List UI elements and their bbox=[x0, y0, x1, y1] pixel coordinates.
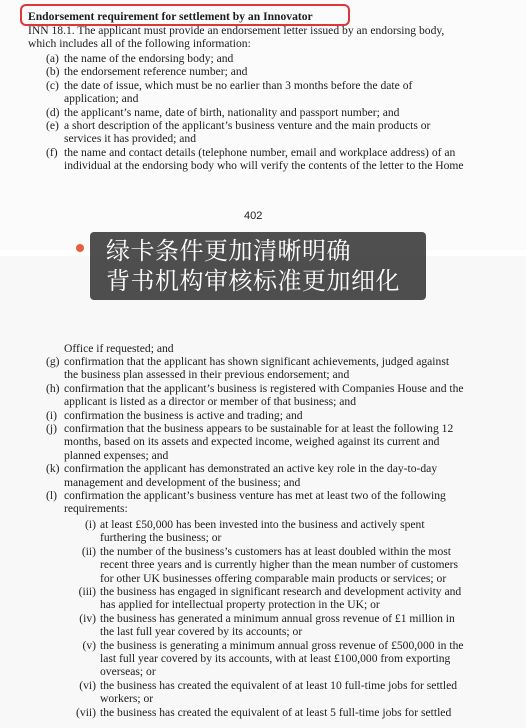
bottom-requirement-item-label: (k) bbox=[46, 462, 60, 476]
bottom-requirement-item-text: confirmation the applicant’s business venture has met at least two of the following bbox=[64, 489, 446, 502]
continuation-line: Office if requested; and bbox=[64, 342, 174, 355]
bottom-requirement-item-text: confirmation that the business appears to be sustainable for at least the following 12 bbox=[64, 422, 454, 435]
sub-requirement-text: overseas; or bbox=[100, 665, 156, 679]
sub-requirement-text: at least £50,000 has been invested into the business and actively spent bbox=[100, 518, 425, 531]
bottom-requirement-item-text: confirmation the applicant has demonstrated an active key role in the day-to-day bbox=[64, 462, 438, 476]
caption-line-2: 背书机构审核标准更加细化 bbox=[106, 267, 400, 295]
sub-requirement-text: last full year covered by its accounts, with at least £100,000 from exporting bbox=[100, 651, 451, 665]
bottom-requirement-item-label: (i) bbox=[46, 408, 57, 422]
top-requirement-item-text: the date of issue, which must be no earlier than 3 months before the date of bbox=[64, 78, 413, 92]
sub-requirement-text: furthering the business; or bbox=[100, 531, 222, 545]
bottom-requirement-item-text: applicant is listed as a director or member of that business; and bbox=[64, 395, 357, 409]
sub-requirement-label: (iv) bbox=[79, 611, 96, 625]
top-requirement-item-text: the applicant’s name, date of birth, nationality and passport number; and bbox=[64, 105, 400, 119]
sub-requirement-label: (iii) bbox=[78, 585, 96, 598]
bottom-requirement-item-text: management and development of the business; and bbox=[64, 475, 301, 489]
sub-requirement-label: (i) bbox=[85, 518, 96, 531]
top-requirement-item-text: a short description of the applicant’s business venture and the main products or bbox=[64, 119, 431, 132]
top-requirement-item-label: (b) bbox=[46, 65, 60, 79]
sub-requirement-text: workers; or bbox=[100, 692, 154, 706]
caption-bullet-dot bbox=[76, 244, 84, 252]
bottom-requirement-item-text: planned expenses; and bbox=[64, 448, 169, 462]
sub-requirement-text: the business has generated a minimum annual gross revenue of £1 million in bbox=[100, 611, 455, 625]
top-requirement-item-label: (e) bbox=[46, 119, 59, 132]
bottom-requirement-item-text: the business plan assessed in their previous endorsement; and bbox=[64, 368, 350, 382]
sub-requirement-label: (vii) bbox=[76, 705, 96, 719]
sub-requirement-text: the last full year covered by its accounts; or bbox=[100, 625, 303, 639]
sub-requirement-text: for other UK businesses offering comparable main products or services; or bbox=[100, 571, 447, 585]
bottom-requirement-item-text: confirmation the business is active and trading; and bbox=[64, 408, 303, 422]
sub-requirement-label: (v) bbox=[82, 638, 96, 652]
sub-requirement-text: has applied for intellectual property protection in the UK; or bbox=[100, 598, 380, 612]
sub-requirement-text: the business has engaged in significant research and development activity and bbox=[100, 585, 462, 598]
top-requirement-item-label: (d) bbox=[46, 105, 60, 119]
top-requirement-item-text: individual at the endorsing body who will verify the contents of the letter to the Home bbox=[64, 159, 464, 173]
bottom-requirement-item-text: confirmation that the applicant has shown significant achievements, judged against bbox=[64, 355, 450, 368]
top-requirement-item-label: (c) bbox=[46, 78, 59, 92]
sub-requirement-text: the business has created the equivalent of at least 5 full-time jobs for settled bbox=[100, 705, 452, 719]
sub-requirement-text: recent three years and is currently higher than the mean number of customers bbox=[100, 558, 458, 572]
top-requirement-item-text: application; and bbox=[64, 92, 139, 106]
sub-requirement-text: the business has created the equivalent of at least 10 full-time jobs for settled bbox=[100, 678, 458, 692]
bottom-requirement-item-text: requirements: bbox=[64, 502, 128, 516]
sub-requirement-label: (ii) bbox=[81, 544, 96, 558]
top-requirement-item-text: the name and contact details (telephone number, email and workplace address) of an bbox=[64, 145, 456, 159]
bottom-requirement-item-label: (h) bbox=[46, 381, 60, 395]
bottom-requirement-item-text: confirmation that the applicant’s business is registered with Companies House and the bbox=[64, 381, 464, 395]
top-requirement-item-text: the name of the endorsing body; and bbox=[64, 52, 234, 65]
sub-requirement-label: (vi) bbox=[79, 678, 96, 692]
top-requirement-item-label: (a) bbox=[46, 52, 59, 65]
caption-line-1: 绿卡条件更加清晰明确 bbox=[106, 237, 351, 265]
intro-line-2: which includes all of the following information: bbox=[28, 37, 251, 50]
top-requirement-item-text: services it has provided; and bbox=[64, 132, 197, 146]
sub-requirement-text: the number of the business’s customers has at least doubled within the most bbox=[100, 544, 451, 558]
bottom-requirement-item-text: months, based on its assets and expected income, weighed against its current and bbox=[64, 435, 440, 449]
page-number: 402 bbox=[244, 210, 263, 222]
top-requirement-item-text: the endorsement reference number; and bbox=[64, 65, 248, 79]
top-requirement-item-label: (f) bbox=[46, 145, 58, 159]
sub-requirement-text: the business is generating a minimum annual gross revenue of £500,000 in the bbox=[100, 638, 464, 652]
intro-line-1: INN 18.1. The applicant must provide an endorsement letter issued by an endorsing body, bbox=[28, 24, 445, 37]
bottom-requirement-item-label: (l) bbox=[46, 489, 57, 502]
section-heading: Endorsement requirement for settlement by an Innovator bbox=[28, 10, 313, 23]
caption-box bbox=[90, 232, 426, 300]
bottom-requirement-item-label: (j) bbox=[46, 422, 57, 435]
bottom-requirement-item-label: (g) bbox=[46, 355, 60, 368]
